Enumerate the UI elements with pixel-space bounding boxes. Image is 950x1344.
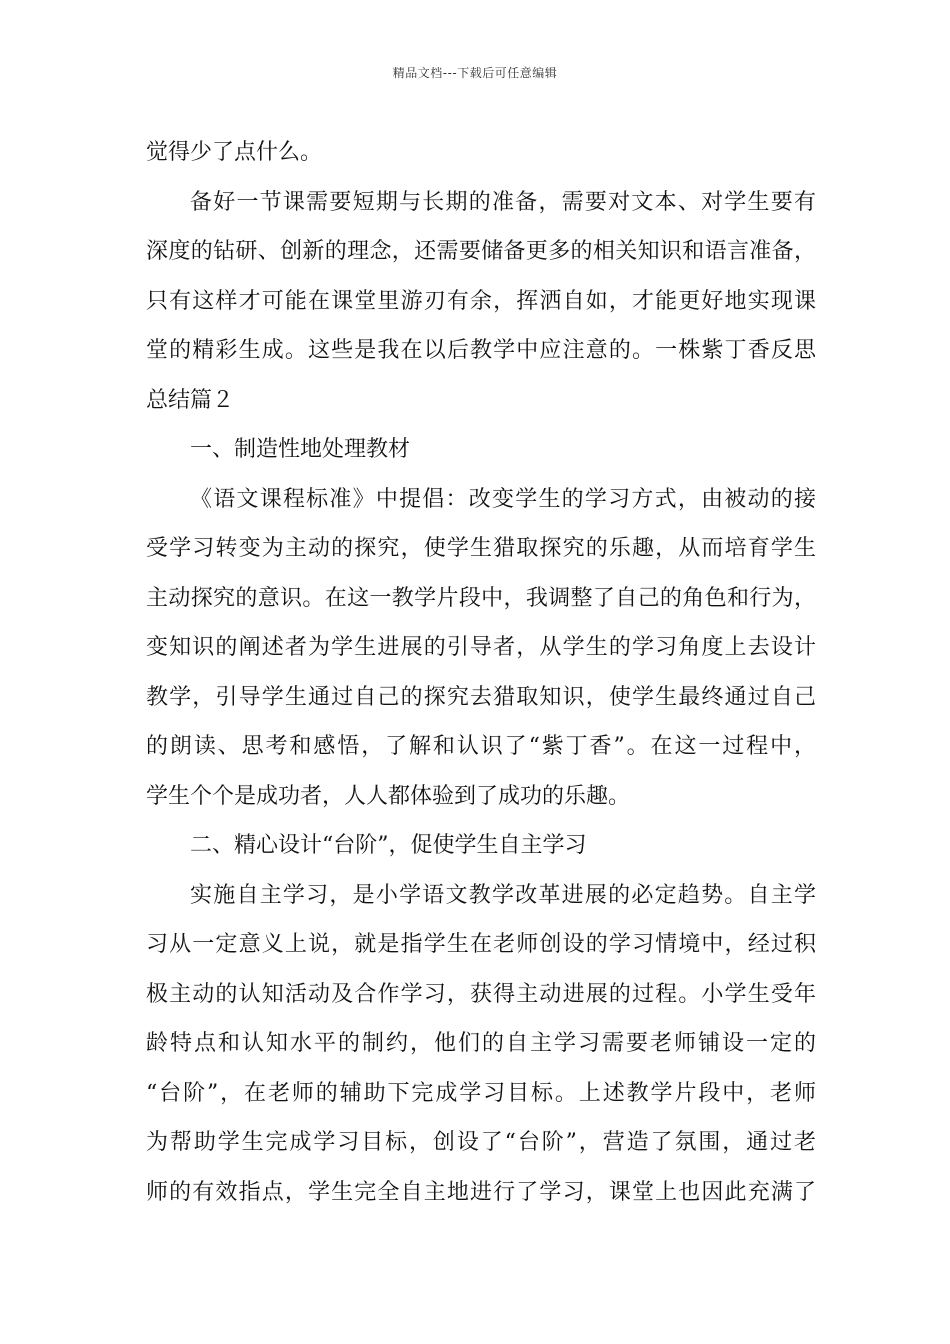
text-line: 觉得少了点什么。: [146, 140, 323, 165]
text-line: 只有这样才可能在课堂里游刃有余，挥洒自如，才能更好地实现课: [146, 288, 816, 314]
text-line: 备好一节课需要短期与长期的准备，需要对文本、对学生要有: [190, 189, 816, 215]
text-line: 为帮助学生完成学习目标，创设了“台阶”，营造了氛围，通过老: [146, 1130, 816, 1155]
text-line: 变知识的阐述者为学生进展的引导者，从学生的学习角度上去设计: [146, 635, 816, 660]
text-line: 龄特点和认知水平的制约，他们的自主学习需要老师铺设一定的: [146, 1031, 816, 1056]
text-line: 堂的精彩生成。这些是我在以后教学中应注意的。一株紫丁香反思: [146, 338, 816, 363]
text-line: 极主动的认知活动及合作学习，获得主动进展的过程。小学生受年: [146, 981, 816, 1007]
text-line: 《语文课程标准》中提倡：改变学生的学习方式，由被动的接: [190, 486, 816, 512]
text-line: 学生个个是成功者，人人都体验到了成功的乐趣。: [146, 783, 631, 809]
text-line: 深度的钻研、创新的理念，还需要储备更多的相关知识和语言准备，: [146, 239, 816, 264]
text-line: 习从一定意义上说，就是指学生在老师创设的学习情境中，经过积: [146, 932, 816, 957]
section-heading: 二、精心设计“台阶”，促使学生自主学习: [190, 833, 587, 858]
text-line: 总结篇２: [146, 387, 235, 413]
text-line: 主动探究的意识。在这一教学片段中，我调整了自己的角色和行为，: [146, 585, 816, 611]
text-line: “台阶”，在老师的辅助下完成学习目标。上述教学片段中，老师: [146, 1080, 816, 1106]
section-heading: 一、制造性地处理教材: [190, 437, 411, 462]
page-header: 精品文档---下载后可任意编辑: [392, 66, 558, 80]
text-line: 教学，引导学生通过自己的探究去猎取知识，使学生最终通过自己: [146, 684, 816, 710]
text-line: 师的有效指点，学生完全自主地进行了学习，课堂上也因此充满了: [146, 1179, 816, 1205]
text-line: 的朗读、思考和感悟，了解和认识了“紫丁香”。在这一过程中，: [146, 734, 816, 759]
document-body: [146, 128, 816, 1217]
text-line: 实施自主学习，是小学语文教学改革进展的必定趋势。自主学: [190, 882, 816, 908]
text-line: 受学习转变为主动的探究，使学生猎取探究的乐趣，从而培育学生: [146, 536, 816, 561]
